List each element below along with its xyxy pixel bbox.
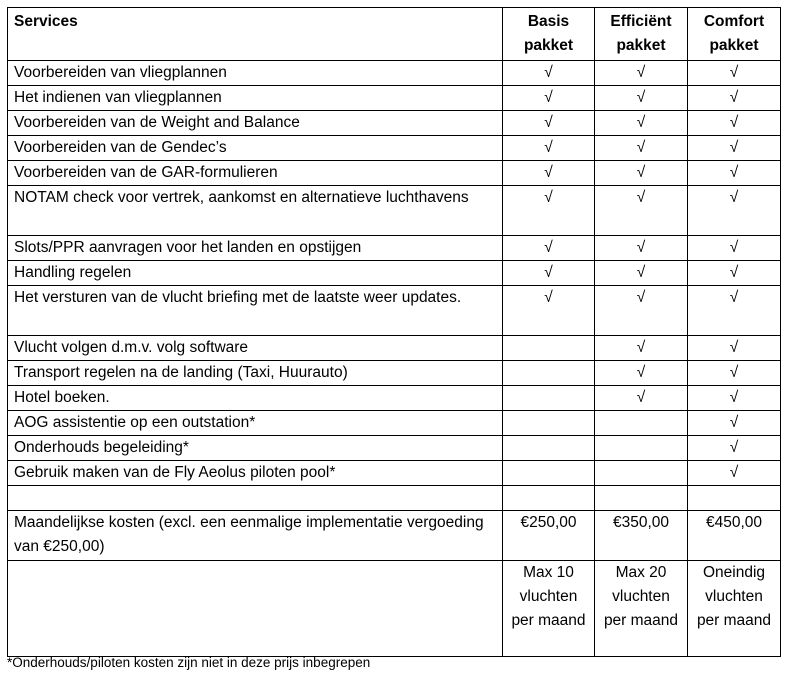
- efficient-flight-limit: Max 20 vluchten per maand: [595, 561, 688, 657]
- service-name: AOG assistentie op een outstation*: [8, 411, 503, 436]
- efficient-check-mark: [595, 436, 688, 461]
- table-row: [8, 86, 781, 111]
- comfort-check-mark: √: [688, 361, 781, 386]
- comfort-check-mark: √: [688, 461, 781, 486]
- efficient-check-mark: √: [595, 86, 688, 111]
- table-row: [8, 161, 781, 186]
- comfort-check-mark: √: [688, 111, 781, 136]
- comfort-check-mark: √: [688, 236, 781, 261]
- basis-check-mark: √: [503, 186, 595, 236]
- basis-check-mark: √: [503, 161, 595, 186]
- table-row: [8, 336, 781, 361]
- services-table: [7, 7, 781, 657]
- header-row: [8, 8, 781, 61]
- basis-check-mark: [503, 336, 595, 361]
- comfort-check-mark: √: [688, 386, 781, 411]
- comfort-check-mark: √: [688, 61, 781, 86]
- empty-cell: [503, 486, 595, 511]
- comfort-check-mark: √: [688, 336, 781, 361]
- comfort-check-mark: √: [688, 261, 781, 286]
- efficient-check-mark: √: [595, 236, 688, 261]
- efficient-check-mark: √: [595, 386, 688, 411]
- comfort-check-mark: √: [688, 136, 781, 161]
- table-row: [8, 61, 781, 86]
- header-efficient-pakket: Efficiënt pakket: [595, 8, 688, 61]
- table-row: [8, 286, 781, 336]
- comfort-check-mark: √: [688, 161, 781, 186]
- comfort-check-mark: √: [688, 186, 781, 236]
- basis-check-mark: √: [503, 236, 595, 261]
- basis-check-mark: √: [503, 261, 595, 286]
- service-name: Het indienen van vliegplannen: [8, 86, 503, 111]
- comfort-check-mark: √: [688, 436, 781, 461]
- comfort-check-mark: √: [688, 411, 781, 436]
- table-row: [8, 461, 781, 486]
- service-name: Hotel boeken.: [8, 386, 503, 411]
- basis-check-mark: √: [503, 61, 595, 86]
- efficient-check-mark: √: [595, 286, 688, 336]
- basis-price: €250,00: [503, 511, 595, 561]
- efficient-check-mark: [595, 411, 688, 436]
- service-name: Gebruik maken van de Fly Aeolus piloten pool*: [8, 461, 503, 486]
- monthly-costs-label: Maandelijkse kosten (excl. een eenmalige implementatie vergoeding van €250,00): [8, 511, 503, 561]
- service-name: Slots/PPR aanvragen voor het landen en opstijgen: [8, 236, 503, 261]
- comfort-check-mark: √: [688, 86, 781, 111]
- basis-check-mark: √: [503, 86, 595, 111]
- empty-cell: [595, 486, 688, 511]
- basis-check-mark: [503, 411, 595, 436]
- basis-check-mark: [503, 361, 595, 386]
- empty-cell: [8, 486, 503, 511]
- basis-check-mark: [503, 386, 595, 411]
- empty-cell: [688, 486, 781, 511]
- service-name: Voorbereiden van de Gendec’s: [8, 136, 503, 161]
- efficient-check-mark: √: [595, 186, 688, 236]
- efficient-check-mark: √: [595, 111, 688, 136]
- service-name: Vlucht volgen d.m.v. volg software: [8, 336, 503, 361]
- efficient-check-mark: √: [595, 136, 688, 161]
- efficient-check-mark: √: [595, 61, 688, 86]
- table-row: [8, 261, 781, 286]
- table-row: [8, 236, 781, 261]
- empty-cell: [8, 561, 503, 657]
- service-name: Voorbereiden van de Weight and Balance: [8, 111, 503, 136]
- header-basis-pakket: Basis pakket: [503, 8, 595, 61]
- table-row: [8, 411, 781, 436]
- header-comfort-pakket: Comfort pakket: [688, 8, 781, 61]
- efficient-check-mark: √: [595, 161, 688, 186]
- efficient-check-mark: √: [595, 361, 688, 386]
- table-row: [8, 136, 781, 161]
- basis-flight-limit: Max 10 vluchten per maand: [503, 561, 595, 657]
- basis-check-mark: √: [503, 111, 595, 136]
- table-row: [8, 386, 781, 411]
- efficient-price: €350,00: [595, 511, 688, 561]
- service-name: Handling regelen: [8, 261, 503, 286]
- basis-check-mark: [503, 436, 595, 461]
- header-services: Services: [8, 8, 503, 61]
- basis-check-mark: √: [503, 136, 595, 161]
- service-name: Onderhouds begeleiding*: [8, 436, 503, 461]
- basis-check-mark: √: [503, 286, 595, 336]
- service-name: Het versturen van de vlucht briefing met de laatste weer updates.: [8, 286, 503, 336]
- service-name: Voorbereiden van de GAR-formulieren: [8, 161, 503, 186]
- comfort-price: €450,00: [688, 511, 781, 561]
- comfort-flight-limit: Oneindig vluchten per maand: [688, 561, 781, 657]
- comfort-check-mark: √: [688, 286, 781, 336]
- flight-limits-row: [8, 561, 781, 657]
- table-row: [8, 111, 781, 136]
- efficient-check-mark: √: [595, 336, 688, 361]
- table-row: [8, 186, 781, 236]
- monthly-costs-row: [8, 511, 781, 561]
- service-name: Voorbereiden van vliegplannen: [8, 61, 503, 86]
- service-name: Transport regelen na de landing (Taxi, Huurauto): [8, 361, 503, 386]
- table-row: [8, 361, 781, 386]
- efficient-check-mark: √: [595, 261, 688, 286]
- service-name: NOTAM check voor vertrek, aankomst en alternatieve luchthavens: [8, 186, 503, 236]
- basis-check-mark: [503, 461, 595, 486]
- footnote: *Onderhouds/piloten kosten zijn niet in deze prijs inbegrepen: [7, 655, 371, 670]
- empty-spacer-row: [8, 486, 781, 511]
- efficient-check-mark: [595, 461, 688, 486]
- table-row: [8, 436, 781, 461]
